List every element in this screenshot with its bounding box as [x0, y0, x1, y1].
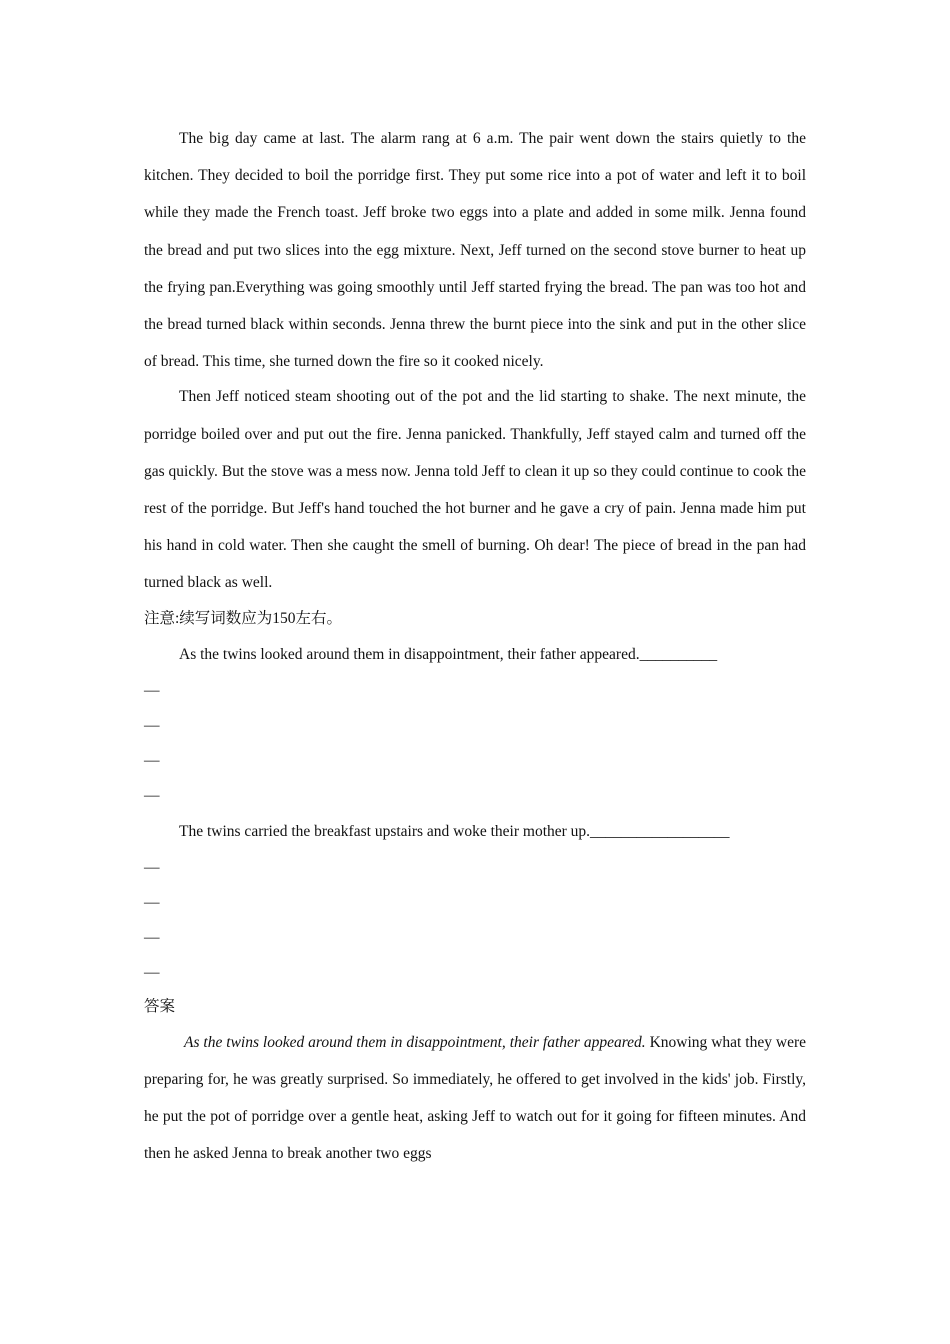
- document-body: [144, 120, 806, 1172]
- answer-blank-line: —: [144, 681, 160, 699]
- answer-blank-line: —: [144, 716, 160, 734]
- sample-answer-text: Knowing what they were preparing for, he was greatly surprised. So immediately, he offered to get involved in the kids' job. Firstly, he put the pot of porridge over a gentle heat, asking Jeff to watch out for it going for fifteen minutes. And then he asked Jenna to break another two eggs: [144, 1033, 806, 1163]
- answer-blank-line: —: [144, 786, 160, 804]
- sample-answer-lead: As the twins looked around them in disappointment, their father appeared.: [184, 1033, 646, 1051]
- continuation-prompt-2: The twins carried the breakfast upstairs and woke their mother up.__________________: [179, 822, 730, 840]
- answer-blank-line: —: [144, 963, 160, 981]
- continuation-prompt-1: As the twins looked around them in disappointment, their father appeared.__________: [179, 645, 718, 663]
- story-paragraph-2: Then Jeff noticed steam shooting out of the pot and the lid starting to shake. The next minute, the porridge boiled over and put out the fire. Jenna panicked. Thankfully, Jeff stayed calm and turned off the gas quickly. But the stove was a mess now. Jenna told Jeff to clean it up so they could continue to cook the rest of the porridge. But Jeff's hand touched the hot burner and he gave a cry of pain. Jenna made him put his hand in cold water. Then she caught the smell of burning. Oh dear! The piece of bread in the pan had turned black as well.: [144, 388, 806, 592]
- answer-heading: 答案: [144, 997, 176, 1015]
- word-count-note: 注意:续写词数应为150左右。: [144, 609, 343, 627]
- story-paragraph-1: The big day came at last. The alarm rang at 6 a.m. The pair went down the stairs quietly to the kitchen. They decided to boil the porridge first. They put some rice into a pot of water and left it to boil while they made the French toast. Jeff broke two eggs into a plate and added in some milk. Jenna found the bread and put two slices into the egg mixture. Next, Jeff turned on the second stove burner to heat up the frying pan.Everything was going smoothly until Jeff started frying the bread. The pan was too hot and the bread turned black within seconds. Jenna threw the burnt piece into the sink and put in the other slice of bread. This time, she turned down the fire so it cooked nicely.: [144, 130, 806, 371]
- answer-blank-line: —: [144, 893, 160, 911]
- answer-blank-line: —: [144, 928, 160, 946]
- sample-answer: [144, 1024, 806, 1173]
- answer-blank-line: —: [144, 858, 160, 876]
- answer-blank-line: —: [144, 751, 160, 769]
